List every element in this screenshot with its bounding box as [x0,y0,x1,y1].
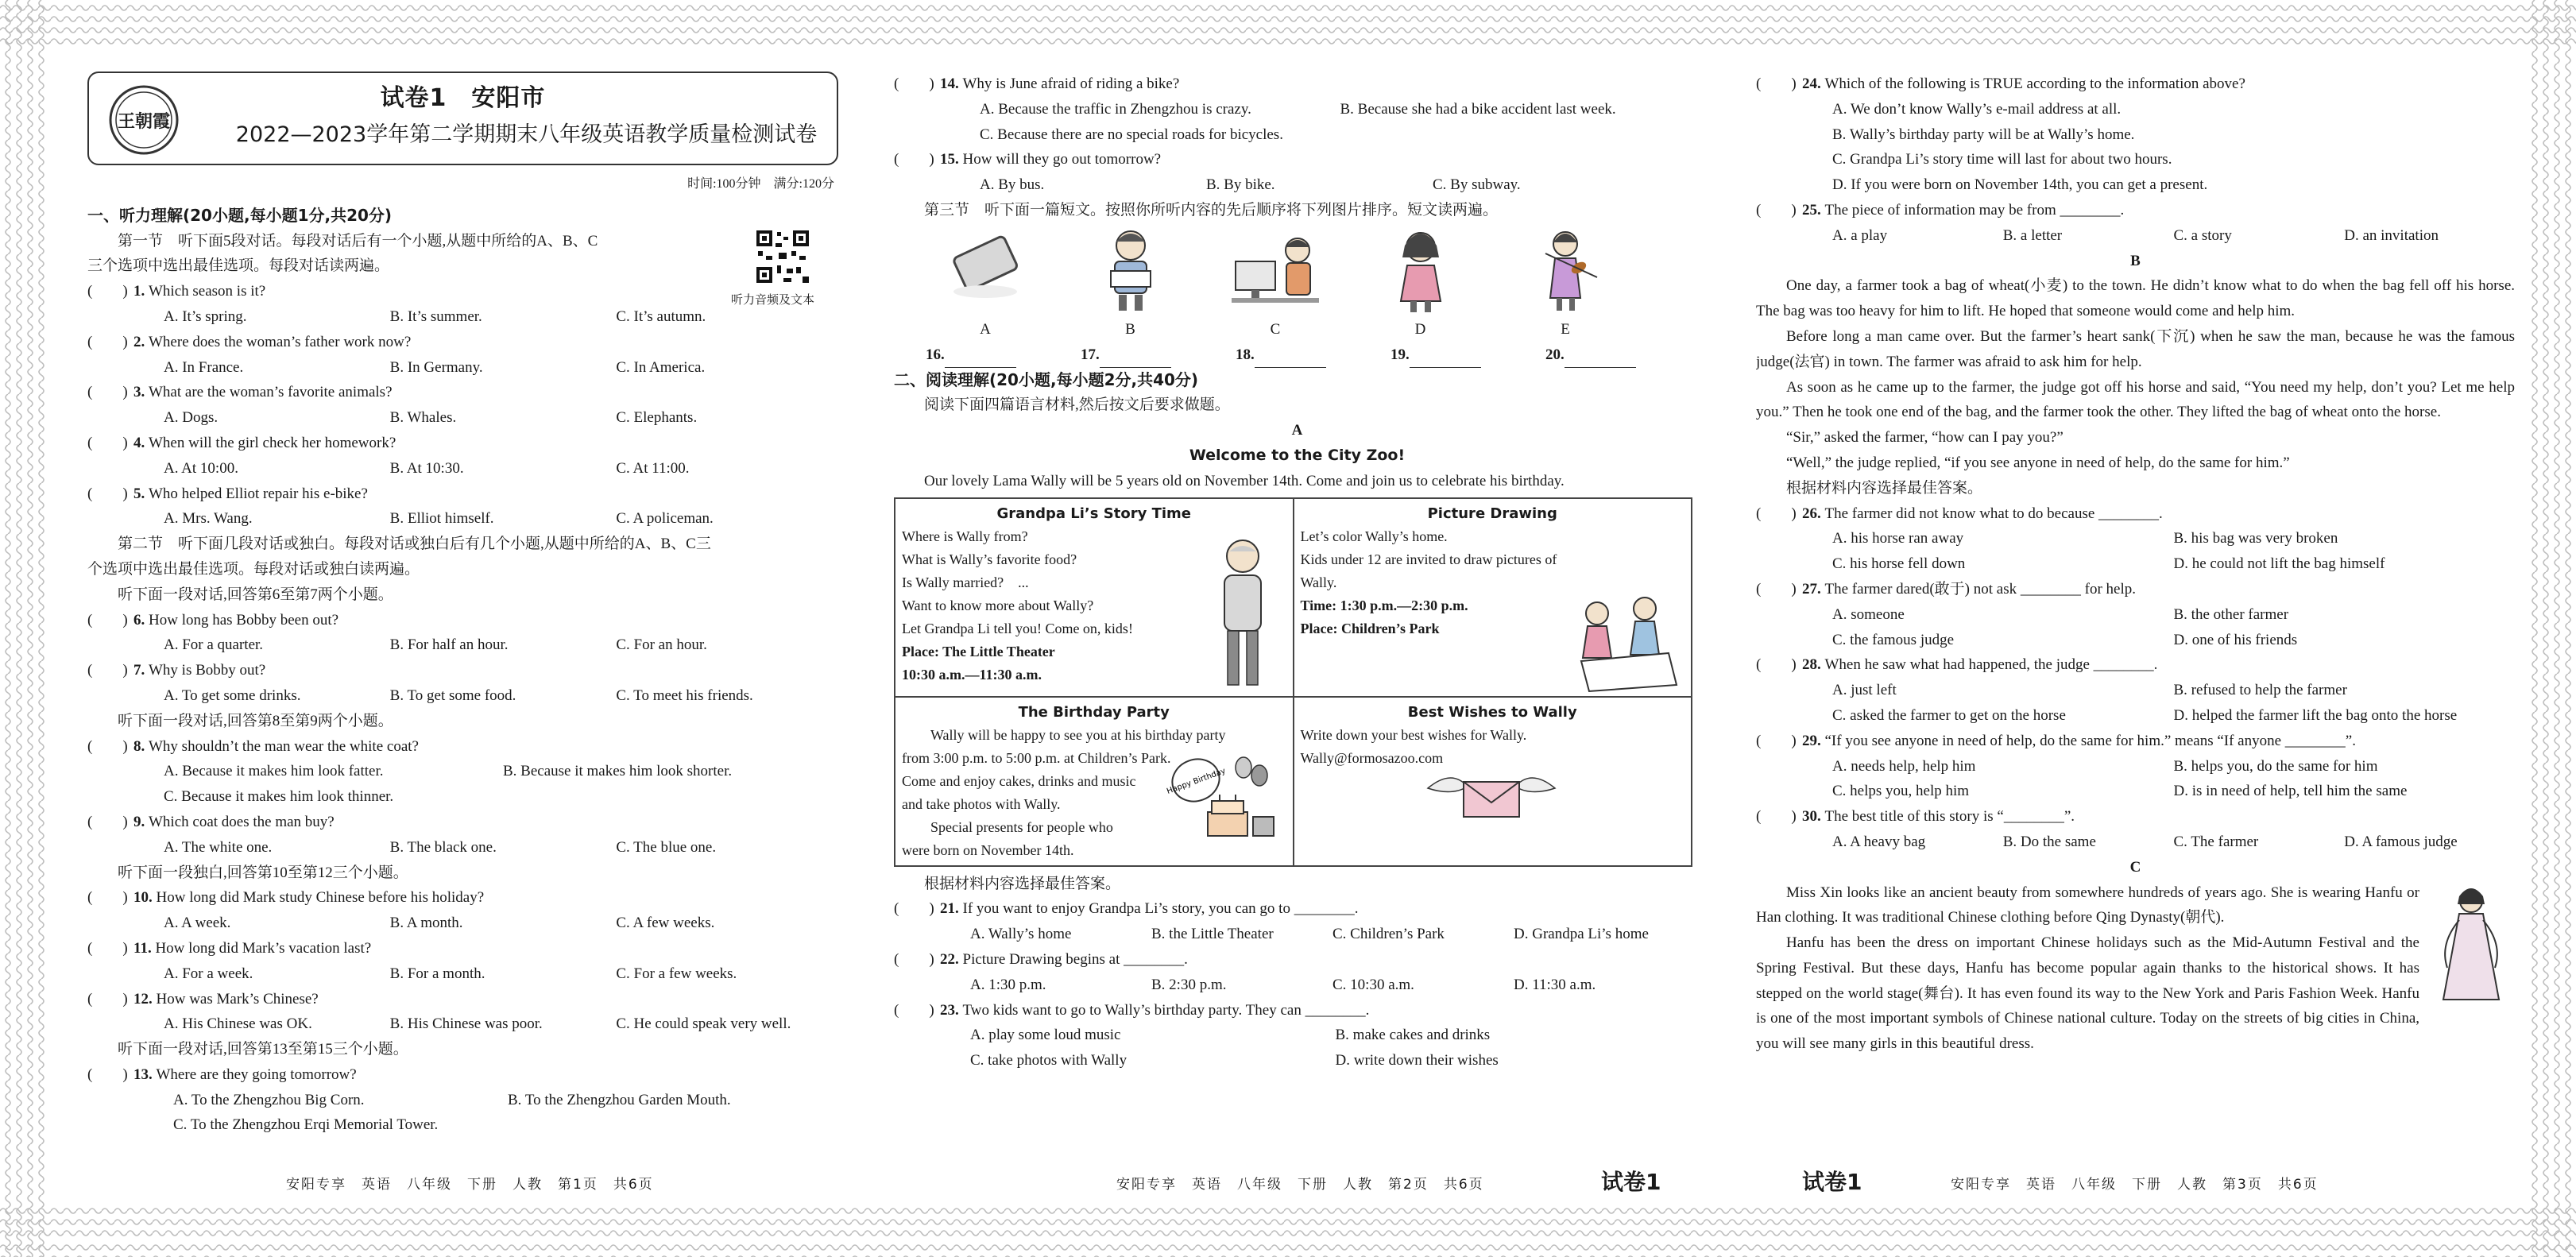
passage-label: A [1291,422,1303,439]
footer-page-3: 安阳专享 英语 八年级 下册 人教 第3页 共6页 [1951,1177,2319,1193]
footer-page-1: 安阳专享 英语 八年级 下册 人教 第1页 共6页 [286,1177,654,1193]
listening-instruction: 听下面一段对话,回答第13至第15三个小题。 [118,1041,408,1058]
exam-subtitle: 2022—2023学年第二学期期末八年级英语教学质量检测试卷 [235,122,818,147]
question-options: A. his horse ran away B. his bag was very broken [1832,530,2338,547]
question-options: C. helps you, help him D. is in need of help, tell him the same [1832,783,2408,800]
question-options: A. Because the traffic in Zhengzhou is crazy. B. Because she had a bike accident last week. [980,100,1616,118]
question-options: A. To get some drinks. B. To get some food. C. To meet his friends. [164,687,753,704]
question-item: ( ) 29. “If you see anyone in need of help, do the same for him.” means “If anyone ________”. [1756,732,2356,749]
question-options: A. Wally’s home B. the Little Theater C. Children’s Park D. Grandpa Li’s home [970,926,1649,943]
question-item: ( ) 12. How was Mark’s Chinese? [87,990,319,1008]
passage-lead: Our lovely Lama Wally will be 5 years old on November 14th. Come and join us to celebrate his birthday. [924,472,1565,489]
question-options: A. For a week. B. For a month. C. For a few weeks. [164,965,737,982]
question-options: A. A week. B. A month. C. A few weeks. [164,915,715,932]
question-item: ( ) 3. What are the woman’s favorite animals? [87,384,393,401]
passage-paragraph: Before long a man came over. But the farmer’s heart sank(下沉) when he saw the man, because he was the famous judge(法官) in town. The farmer was afraid to ask him for help. [1756,327,2515,370]
birthday-party-cell: The Birthday Party Wally will be happy to see you at his birthday party from 3:00 p.m. to 5:00 p.m. at Children’s Park. Come and enjoy cakes, drinks and music and take photos with Wally. Special presents for people who were born on November 14th. Happy Birthday [895,697,1294,866]
footer-page-2: 安阳专享 英语 八年级 下册 人教 第2页 共6页 [1116,1177,1484,1193]
question-options: A. A heavy bag B. Do the same C. The farmer D. A famous judge [1832,833,2458,850]
picture-item: A [926,230,1045,342]
zoo-events-table [894,497,1692,867]
question-item: ( ) 27. The farmer dared(敢于) not ask ________ for help. [1756,580,2136,598]
question-item: ( ) 6. How long has Bobby been out? [87,611,339,628]
question-item: ( ) 1. Which season is it? [87,283,266,300]
question-options: A. To the Zhengzhou Big Corn. B. To the Zhengzhou Garden Mouth. [173,1091,731,1108]
answer-blank[interactable]: 18. [1236,342,1390,368]
question-options: C. asked the farmer to get on the horse D. helped the farmer lift the bag onto the horse [1832,706,2458,724]
smartphone-icon [942,230,1029,317]
answer-blank[interactable]: 19. [1390,342,1545,368]
question-item: ( ) 30. The best title of this story is “________”. [1756,808,2075,826]
question-options: A. play some loud music B. make cakes and drinks [970,1027,1491,1044]
question-item: ( ) 15. How will they go out tomorrow? [894,151,1162,168]
sec1-intro-2: 三个选项中选出最佳选项。每段对话读两遍。 [87,257,390,275]
question-options: A. 1:30 p.m. B. 2:30 p.m. C. 10:30 a.m. D. 11:30 a.m. [970,976,1596,993]
question-item: ( ) 28. When he saw what had happened, the judge ________. [1756,656,2158,674]
passage-paragraph: As soon as he came up to the farmer, the judge got off his horse and said, “You need my help, don’t you? Let me help you.” Then he took one end of the bag, and the farmer took the other. They lifted the bag of wheat onto the horse. [1756,378,2515,421]
reading-title: 二、阅读理解(20小题,每小题2分,共40分) [894,369,1199,389]
question-item: ( ) 4. When will the girl check her homework? [87,434,396,451]
grandpa-icon [1207,534,1278,693]
column-page-3 [1756,72,2515,1180]
sec2-intro-1: 第二节 听下面几段对话或独白。每段对话或独白后有几个小题,从题中所给的A、B、C三 [118,536,711,553]
answer-row [894,342,1700,368]
question-item: ( ) 11. How long did Mark’s vacation last? [87,939,372,957]
birthday-cake-icon [1164,748,1283,844]
boy-computer-icon [1228,222,1323,317]
question-options: A. needs help, help him B. helps you, do the same for him [1832,757,2378,775]
listening-instruction: 听下面一段对话,回答第6至第7两个小题。 [118,586,393,603]
logo-text: 王朝霞 [117,111,171,132]
best-wishes-cell: Best Wishes to Wally Write down your best wishes for Wally. Wally@formosazoo.com [1294,697,1692,866]
question-options: A. Mrs. Wang. B. Elliot himself. C. A policeman. [164,510,714,528]
question-item: ( ) 5. Who helped Elliot repair his e-bike? [87,485,368,502]
question-item: ( ) 10. How long did Mark study Chinese before his holiday? [87,889,485,907]
exam-title: 试卷1 安阳市 [380,84,546,112]
question-item: ( ) 26. The farmer did not know what to do because ________. [1756,505,2163,522]
girl-violin-icon [1522,222,1609,317]
question-options: A. At 10:00. B. At 10:30. C. At 11:00. [164,459,690,477]
picture-item: D [1361,222,1480,342]
paper-mark-3: 试卷1 [1802,1169,1862,1195]
passage-heading: Welcome to the City Zoo! [1189,446,1406,464]
sec1-intro-1: 第一节 听下面5段对话。每段对话后有一个小题,从题中所给的A、B、C [118,232,598,249]
question-item: ( ) 22. Picture Drawing begins at ________. [894,950,1188,968]
question-options: C. take photos with Wally D. write down their wishes [970,1052,1499,1069]
hanfu-girl-icon [2427,880,2515,1008]
passage-paragraph: Miss Xin looks like an ancient beauty from somewhere hundreds of years ago. She is wearing Hanfu or Han clothing. It was traditional Chinese clothing before Qing Dynasty(朝代). [1756,884,2419,926]
boy-reading-icon [1087,222,1174,317]
listening-title: 一、听力理解(20小题,每小题1分,共20分) [87,205,393,225]
question-item: ( ) 14. Why is June afraid of riding a bike? [894,75,1180,92]
answer-blank[interactable]: 17. [1081,342,1236,368]
question-item: ( ) 9. Which coat does the man buy? [87,813,335,830]
listening-instruction: 听下面一段独白,回答第10至第12三个小题。 [118,864,408,881]
question-item: ( ) 23. Two kids want to go to Wally’s birthday party. They can ________. [894,1001,1370,1019]
question-options: A. someone B. the other farmer [1832,605,2289,623]
svg-text:Happy Birthday: Happy Birthday [1165,766,1227,796]
exam-meta: 时间:100分钟 满分:120分 [687,177,834,191]
question-options: C. Because it makes him look thinner. [164,788,394,806]
reading-q-intro: 根据材料内容选择最佳答案。 [924,875,1121,892]
reading-intro: 阅读下面四篇语言材料,然后按文后要求做题。 [924,396,1230,414]
question-options: C. the famous judge D. one of his friends [1832,631,2298,648]
sec2-intro-2: 个选项中选出最佳选项。每段对话或独白读两遍。 [87,560,420,578]
passage-paragraph: One day, a farmer took a bag of wheat(小麦) to the town. He didn’t know what to do when the bag fell off his horse. The bag was too heavy for him to lift. He hoped that someone would come and help him. [1756,277,2515,320]
picture-item: B [1071,222,1190,342]
question-item: ( ) 21. If you want to enjoy Grandpa Li’s story, you can go to ________. [894,900,1359,918]
question-item: ( ) 13. Where are they going tomorrow? [87,1066,357,1083]
question-item: ( ) 25. The piece of information may be from ________. [1756,201,2125,219]
question-item: ( ) 2. Where does the woman’s father work now? [87,333,412,350]
question-options: A. Because it makes him look fatter. B. Because it makes him look shorter. [164,763,733,780]
picture-drawing-cell: Picture Drawing Let’s color Wally’s home. Kids under 12 are invited to draw pictures of Wally. Time: 1:30 p.m.—2:30 p.m. Place: Children’s Park [1294,498,1692,697]
passage-paragraph: Hanfu has been the dress on important Chinese holidays such as the Mid-Autumn Festival and the Spring Festival. But these days, Hanfu has become popular again thanks to the historical shows. It has stepped on the world stage(舞台). It has even found its way to the New York and Paris Fashion Week. Hanfu is one of the most important symbols of Chinese national culture. Today on the streets of big cities in China, you will see many girls in this beautiful dress. [1756,934,2419,1053]
question-options: C. his horse fell down D. he could not lift the bag himself [1832,555,2385,573]
question-list [87,279,842,1138]
exam-header [87,72,838,165]
reading-q-intro: 根据材料内容选择最佳答案。 [1786,479,1983,497]
question-options: A. just left B. refused to help the farmer [1832,682,2347,699]
question-options: A. a play B. a letter C. a story D. an invitation [1832,226,2439,244]
question-item: ( ) 7. Why is Bobby out? [87,662,266,679]
qr-code-icon[interactable] [755,229,810,284]
question-options: A. By bus. B. By bike. C. By subway. [980,176,1521,194]
answer-blank[interactable]: 20. [1545,342,1700,368]
question-options: A. For a quarter. B. For half an hour. C. For an hour. [164,636,707,654]
kids-drawing-icon [1565,590,1684,693]
question-options: A. We don’t know Wally’s e-mail address at all. B. Wally’s birthday party will be at Wally’s home. C. Grandpa Li’s story time will last for about two hours. D. If you were born on November 14th, you can get a present. [1832,100,2208,194]
picture-item: C [1216,222,1335,342]
question-options: A. The white one. B. The black one. C. The blue one. [164,838,717,856]
picture-item: E [1506,222,1625,342]
answer-blank[interactable]: 16. [926,342,1081,368]
winged-envelope-icon [1420,764,1563,828]
question-options: A. In France. B. In Germany. C. In America. [164,358,706,376]
question-item: ( ) 8. Why shouldn’t the man wear the white coat? [87,737,419,755]
passage-paragraph: “Well,” the judge replied, “if you see anyone in need of help, do the same for him.” [1786,454,2290,471]
paper-mark-2: 试卷1 [1601,1169,1661,1195]
question-options: A. It’s spring. B. It’s summer. C. It’s autumn. [164,307,706,325]
passage-label: C [2129,858,2141,876]
picture-row [894,223,1625,342]
column-page-1 [87,72,842,1180]
story-time-cell: Grandpa Li’s Story Time Where is Wally from? What is Wally’s favorite food? Is Wally married? ... Want to know more about Wally? Let Grandpa Li tell you! Come on, kids! Place: The Little Theater 10:30 a.m.—11:30 a.m. [895,498,1294,697]
sec3-intro: 第三节 听下面一篇短文。按照你所听内容的先后顺序将下列图片排序。短文读两遍。 [924,201,1499,219]
question-options: A. His Chinese was OK. B. His Chinese was poor. C. He could speak very well. [164,1015,791,1033]
girl-icon [1377,222,1464,317]
question-options: C. Because there are no special roads for bicycles. [980,126,1283,143]
question-item: ( ) 24. Which of the following is TRUE according to the information above? [1756,75,2245,92]
passage-label: B [2130,252,2141,269]
qr-caption: 听力音频及文本 [731,292,815,307]
question-options: C. To the Zhengzhou Erqi Memorial Tower. [173,1116,439,1134]
column-page-2 [894,72,1700,1180]
question-options: A. Dogs. B. Whales. C. Elephants. [164,409,698,427]
passage-paragraph: “Sir,” asked the farmer, “how can I pay you?” [1786,429,2064,447]
listening-instruction: 听下面一段对话,回答第8至第9两个小题。 [118,712,393,729]
